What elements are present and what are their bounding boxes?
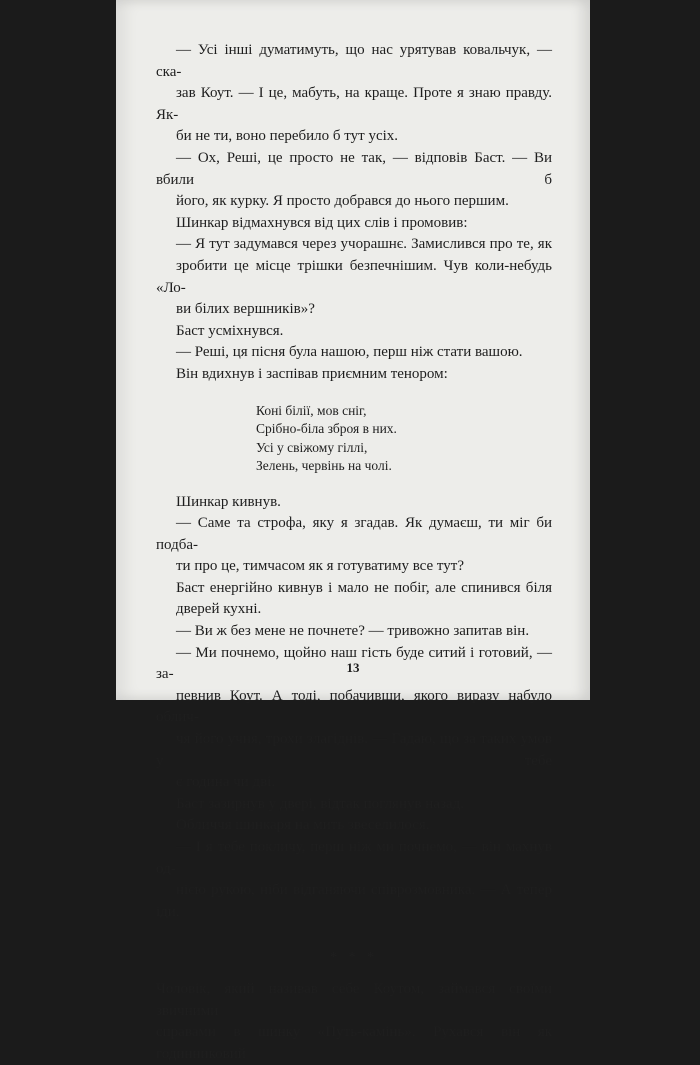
text-line: — Саме та строфа, яку я згадав. Як думаєш, ти міг би подба-: [156, 515, 552, 553]
poem-line: Срібно-біла зброя в них.: [256, 421, 397, 436]
paragraph: [156, 234, 552, 320]
text-line: — Ох, Реші, це просто не так, — відповів Баст. — Ви вбили б: [156, 149, 552, 188]
paragraph: [156, 364, 552, 386]
paragraph: [156, 342, 552, 364]
paragraph: [156, 837, 552, 923]
paragraph: [156, 40, 552, 148]
text-line: чя його учня, трохи злагіднів. — Гадаю, що за таких умов у тебе: [156, 731, 552, 769]
text-block-middle: [156, 492, 552, 924]
text-line: — Ми почнемо, щойно наш гість буде ситий і готовий, — за-: [156, 644, 552, 683]
text-line: — Я тут задумався через учорашнє. Замислився про те, як: [176, 236, 552, 253]
text-line: Баст енергійно кивнув і мало не побіг, але спинився біля: [176, 579, 552, 596]
paragraph: [156, 621, 552, 643]
text-line: зробити це місце трішки безпечнішим. Чув коли-небудь «Ло-: [156, 257, 552, 296]
poem-line: Зелень, червінь на чолі.: [256, 458, 392, 473]
paragraph: [156, 213, 552, 235]
paragraph: [156, 815, 552, 837]
text-line: — Ви ж без мене не почнете? — тривожно запитав він.: [176, 623, 530, 640]
page-text: [156, 40, 552, 1065]
text-line: є година чи дві.: [176, 774, 276, 791]
text-line: ви білих вершників»?: [176, 301, 315, 318]
section-separator: * * *: [330, 950, 378, 966]
text-line: Баст усміхнувся.: [176, 322, 284, 339]
text-line: Обличчя шинкаря на мить звеселилося.: [176, 817, 430, 834]
text-line: би не ти, воно перебило б тут усіх.: [176, 128, 399, 145]
text-block-top: [156, 40, 552, 386]
text-line: — Реші, ця пісня була нашою, перш ніж стати вашою.: [176, 344, 523, 361]
text-line: справами в шинку «Путь-камінь». Рухався він як годинниковий: [156, 1024, 552, 1062]
text-line: — Усі інші думатимуть, що нас урятував ковальчук, — ска-: [156, 42, 552, 80]
paragraph: [156, 513, 552, 578]
poem-line: Коні білії, мов сніг,: [256, 402, 367, 418]
text-line: Чоловік, який називав себе Коутом, займався своїми звичними: [156, 980, 552, 1019]
text-line: нією рукою, ніби відганяючи співрозмовника. — А тепер іди.: [156, 882, 552, 920]
text-line: ти про це, тимчасом як я готуватиму все тут?: [176, 558, 465, 575]
poem-line: Усі у свіжому гіллі,: [256, 439, 368, 455]
text-line: дверей кухні.: [176, 601, 262, 618]
paragraph: [156, 578, 552, 621]
text-line: Він вдихнув і заспівав приємним тенором:: [176, 365, 448, 382]
text-line: — І я тебе покличу, перш ніж ми почнемо, — він махнув од-: [156, 839, 552, 877]
text-line: зав Коут. — І це, мабуть, на краще. Проте я знаю правду. Як-: [156, 85, 552, 123]
poem: [256, 402, 552, 476]
text-block-bottom: [156, 979, 552, 1065]
paragraph: [156, 979, 552, 1065]
text-line: Баст зазирнув у двері, відтак поглянув назад.: [176, 795, 464, 812]
book-page: [116, 0, 590, 1062]
text-line: Шинкар кивнув.: [176, 493, 281, 510]
text-line: певнив Коут. А тоді, побачивши, якого виразу набуло облич-: [156, 687, 552, 726]
paragraph: [156, 492, 552, 514]
page-number: 13: [346, 660, 360, 675]
paragraph: [156, 321, 552, 343]
text-line: його, як курку. Я просто добрався до нього першим.: [176, 193, 509, 210]
paragraph: [156, 148, 552, 213]
text-line: Шинкар відмахнувся від цих слів і промовив:: [176, 214, 468, 231]
paragraph: [156, 794, 552, 816]
